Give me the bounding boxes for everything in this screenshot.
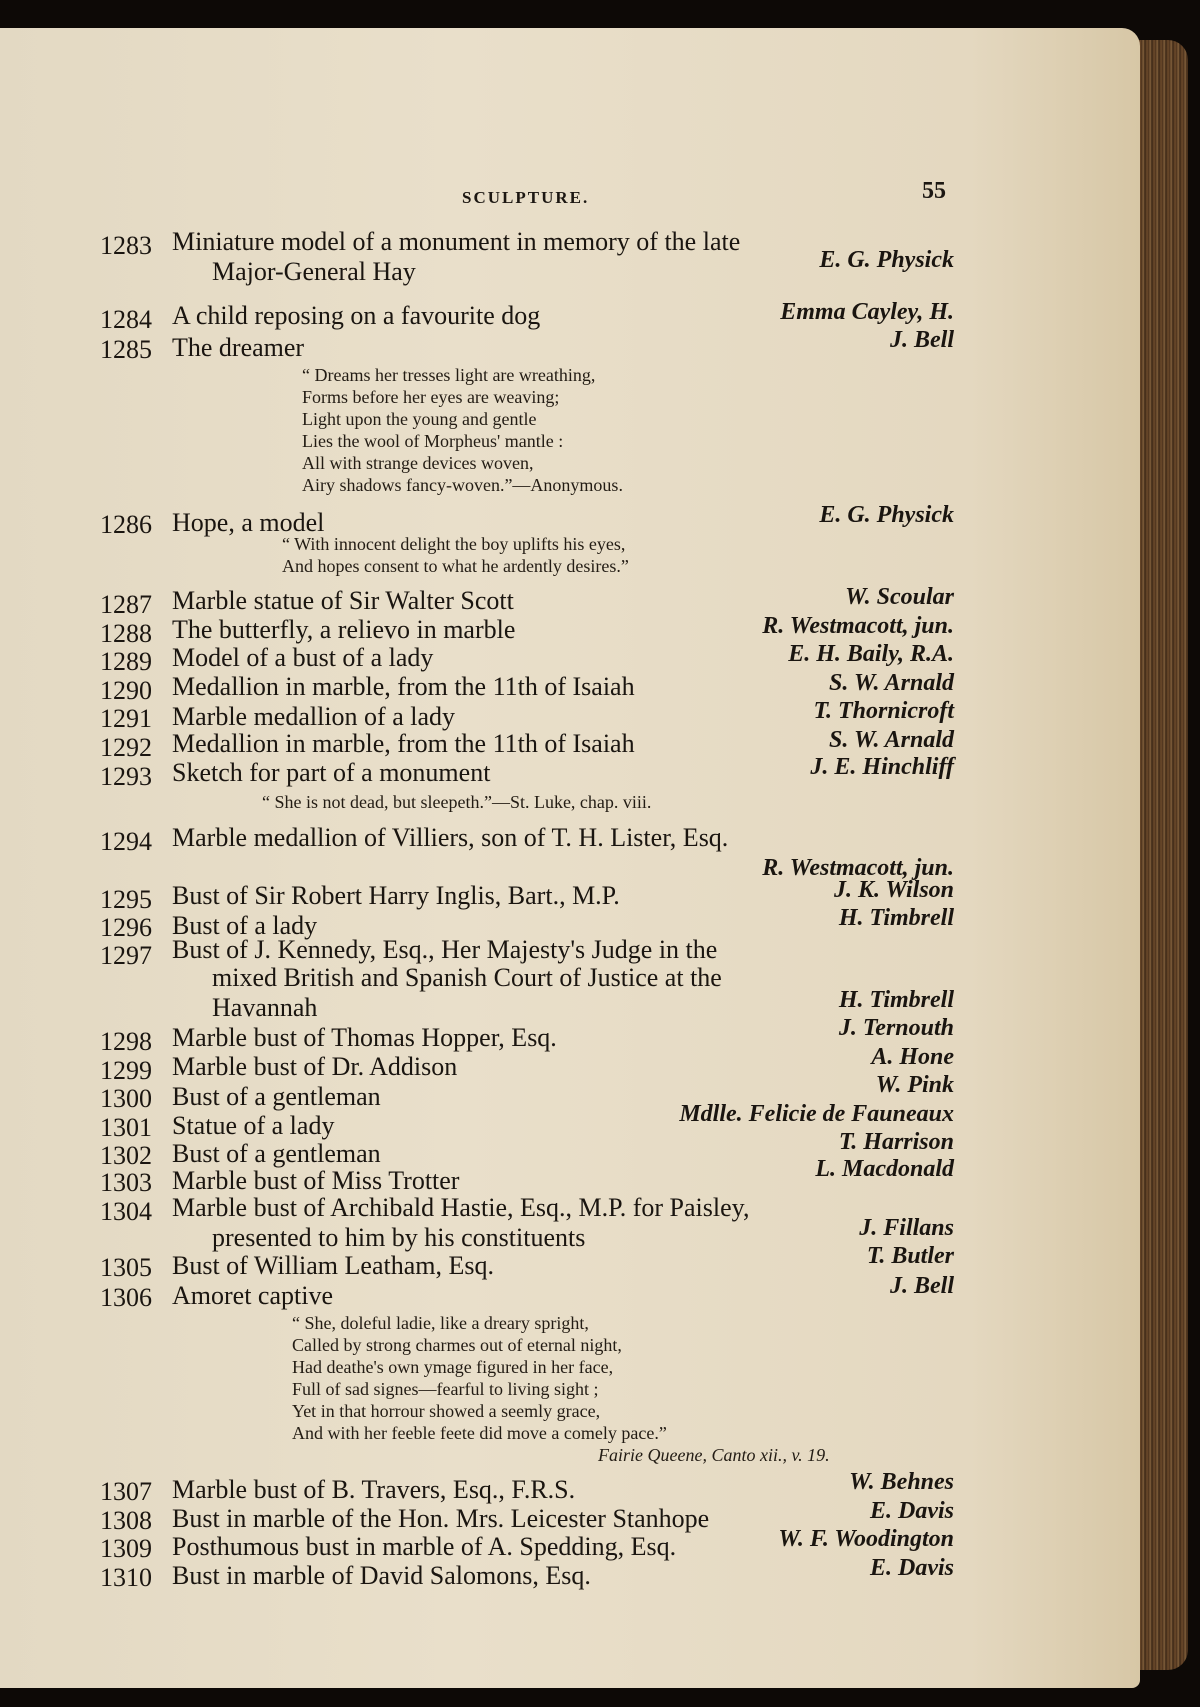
entry-artist: E. H. Baily, R.A. xyxy=(788,641,954,667)
paper-page xyxy=(0,28,1140,1688)
entry-title-continued: Major-General Hay xyxy=(212,257,416,286)
entry-artist: W. F. Woodington xyxy=(778,1526,954,1552)
entry-title: Marble statue of Sir Walter Scott xyxy=(172,586,514,615)
entry-title-continued: Havannah xyxy=(212,993,318,1022)
entry-title: Sketch for part of a monument xyxy=(172,758,491,787)
verse-line: Had deathe's own ymage figured in her face, xyxy=(292,1357,614,1377)
entry-title: Bust of William Leatham, Esq. xyxy=(172,1251,494,1280)
entry-title: Medallion in marble, from the 11th of Isaiah xyxy=(172,672,635,701)
entry-number: 1295 xyxy=(100,885,152,914)
entry-title-continued: mixed British and Spanish Court of Justice at the xyxy=(212,963,722,992)
entry-title: Bust of a gentleman xyxy=(172,1139,381,1168)
entry-title: Hope, a model xyxy=(172,508,325,537)
entry-artist: W. Behnes xyxy=(849,1469,954,1495)
page-number: 55 xyxy=(922,178,946,204)
verse-line: Light upon the young and gentle xyxy=(302,409,537,429)
entry-number: 1305 xyxy=(100,1253,152,1282)
entry-number: 1309 xyxy=(100,1534,152,1563)
entry-number: 1294 xyxy=(100,827,152,856)
entry-artist: W. Scoular xyxy=(845,584,954,610)
entry-title: Marble bust of B. Travers, Esq., F.R.S. xyxy=(172,1475,576,1504)
entry-number: 1307 xyxy=(100,1477,152,1506)
verse-line: All with strange devices woven, xyxy=(302,453,534,473)
quotation-citation: Fairie Queene, Canto xii., v. 19. xyxy=(598,1445,830,1465)
entry-title: Model of a bust of a lady xyxy=(172,643,434,672)
entry-number: 1289 xyxy=(100,647,152,676)
entry-title: Posthumous bust in marble of A. Spedding, Esq. xyxy=(172,1532,677,1561)
entry-number: 1296 xyxy=(100,913,152,942)
entry-number: 1302 xyxy=(100,1141,152,1170)
entry-number: 1298 xyxy=(100,1027,152,1056)
page-header xyxy=(0,178,1140,218)
verse-line: “ She, doleful ladie, like a dreary spright, xyxy=(292,1313,589,1333)
entry-number: 1310 xyxy=(100,1563,152,1592)
entry-title: Marble bust of Miss Trotter xyxy=(172,1166,460,1195)
entry-artist: A. Hone xyxy=(871,1044,954,1070)
entry-title: Bust of a gentleman xyxy=(172,1082,381,1111)
verse-line: “ With innocent delight the boy uplifts his eyes, xyxy=(282,534,626,554)
entry-number: 1287 xyxy=(100,590,152,619)
verse-quotation xyxy=(262,791,651,813)
verse-line: And hopes consent to what he ardently desires.” xyxy=(282,556,629,576)
entry-artist: J. E. Hinchliff xyxy=(810,754,954,780)
entry-title: Marble bust of Archibald Hastie, Esq., M.P. for Paisley, xyxy=(172,1193,750,1222)
entry-number: 1297 xyxy=(100,941,152,970)
entry-number: 1301 xyxy=(100,1113,152,1142)
verse-line: Airy shadows fancy-woven.”—Anonymous. xyxy=(302,475,623,495)
entry-number: 1284 xyxy=(100,305,152,334)
entry-artist: J. Fillans xyxy=(859,1215,954,1241)
verse-line: Lies the wool of Morpheus' mantle : xyxy=(302,431,564,451)
entry-artist: T. Harrison xyxy=(838,1129,954,1155)
verse-line: Full of sad signes—fearful to living sight ; xyxy=(292,1379,599,1399)
entry-number: 1283 xyxy=(100,231,152,260)
entry-artist: S. W. Arnald xyxy=(829,670,954,696)
entry-artist: E. G. Physick xyxy=(819,502,954,528)
entry-number: 1292 xyxy=(100,733,152,762)
entry-title: Marble medallion of Villiers, son of T. H. Lister, Esq. xyxy=(172,823,729,852)
entry-number: 1308 xyxy=(100,1506,152,1535)
entry-title: Bust of Sir Robert Harry Inglis, Bart., M.P. xyxy=(172,881,620,910)
entry-artist: T. Thornicroft xyxy=(813,698,954,724)
entry-artist: R. Westmacott, jun. xyxy=(762,613,954,639)
entry-title: Marble bust of Dr. Addison xyxy=(172,1052,458,1081)
verse-line: “ Dreams her tresses light are wreathing, xyxy=(302,365,596,385)
verse-line: Forms before her eyes are weaving; xyxy=(302,387,560,407)
entry-artist: E. G. Physick xyxy=(819,247,954,273)
entry-number: 1300 xyxy=(100,1084,152,1113)
entry-title: The dreamer xyxy=(172,333,305,362)
entry-title: Miniature model of a monument in memory of the late xyxy=(172,227,741,256)
entry-artist: W. Pink xyxy=(875,1072,954,1098)
entry-title: Marble medallion of a lady xyxy=(172,702,456,731)
entry-artist: L. Macdonald xyxy=(815,1156,954,1182)
entry-title: A child reposing on a favourite dog xyxy=(172,301,541,330)
page-edges xyxy=(1138,40,1188,1670)
verse-line: And with her feeble feete did move a comely pace.” xyxy=(292,1423,667,1443)
verse-line: Called by strong charmes out of eternal night, xyxy=(292,1335,622,1355)
entry-artist: J. K. Wilson xyxy=(833,877,954,903)
entry-artist: T. Butler xyxy=(866,1243,954,1269)
entry-title: Bust in marble of David Salomons, Esq. xyxy=(172,1561,591,1590)
verse-line: “ She is not dead, but sleepeth.”—St. Luke, chap. viii. xyxy=(262,792,652,812)
entry-number: 1306 xyxy=(100,1283,152,1312)
entry-artist: J. Ternouth xyxy=(838,1015,954,1041)
verse-quotation xyxy=(282,533,629,577)
verse-line: Yet in that horrour showed a seemly grace, xyxy=(292,1401,601,1421)
entry-title-continued: presented to him by his constituents xyxy=(212,1223,586,1252)
entry-number: 1290 xyxy=(100,676,152,705)
entry-artist: J. Bell xyxy=(890,327,954,353)
entry-title: Statue of a lady xyxy=(172,1111,335,1140)
entry-number: 1291 xyxy=(100,704,152,733)
entry-number: 1288 xyxy=(100,619,152,648)
entry-artist: J. Bell xyxy=(890,1273,954,1299)
verse-quotation xyxy=(302,364,623,496)
entry-number: 1299 xyxy=(100,1056,152,1085)
entry-title: Bust in marble of the Hon. Mrs. Leicester Stanhope xyxy=(172,1504,710,1533)
entry-title: The butterfly, a relievo in marble xyxy=(172,615,516,644)
verse-quotation xyxy=(292,1312,667,1444)
entry-artist: E. Davis xyxy=(870,1498,954,1524)
entry-number: 1285 xyxy=(100,335,152,364)
entry-artist: E. Davis xyxy=(870,1555,954,1581)
entry-title: Medallion in marble, from the 11th of Isaiah xyxy=(172,729,635,758)
running-head: SCULPTURE. xyxy=(462,188,590,207)
entry-title: Bust of J. Kennedy, Esq., Her Majesty's Judge in the xyxy=(172,935,718,964)
entry-number: 1304 xyxy=(100,1197,152,1226)
entry-artist: Emma Cayley, H. xyxy=(780,299,954,325)
entry-number: 1293 xyxy=(100,762,152,791)
entry-title: Amoret captive xyxy=(172,1281,333,1310)
entry-title: Marble bust of Thomas Hopper, Esq. xyxy=(172,1023,557,1052)
entry-number: 1286 xyxy=(100,510,152,539)
entry-artist: R. Westmacott, jun. xyxy=(762,855,954,881)
entry-title: Bust of a lady xyxy=(172,911,318,940)
entry-artist: Mdlle. Felicie de Fauneaux xyxy=(679,1101,954,1127)
entry-number: 1303 xyxy=(100,1168,152,1197)
entry-artist: S. W. Arnald xyxy=(829,727,954,753)
entry-artist: H. Timbrell xyxy=(838,987,954,1013)
entry-artist: H. Timbrell xyxy=(838,905,954,931)
